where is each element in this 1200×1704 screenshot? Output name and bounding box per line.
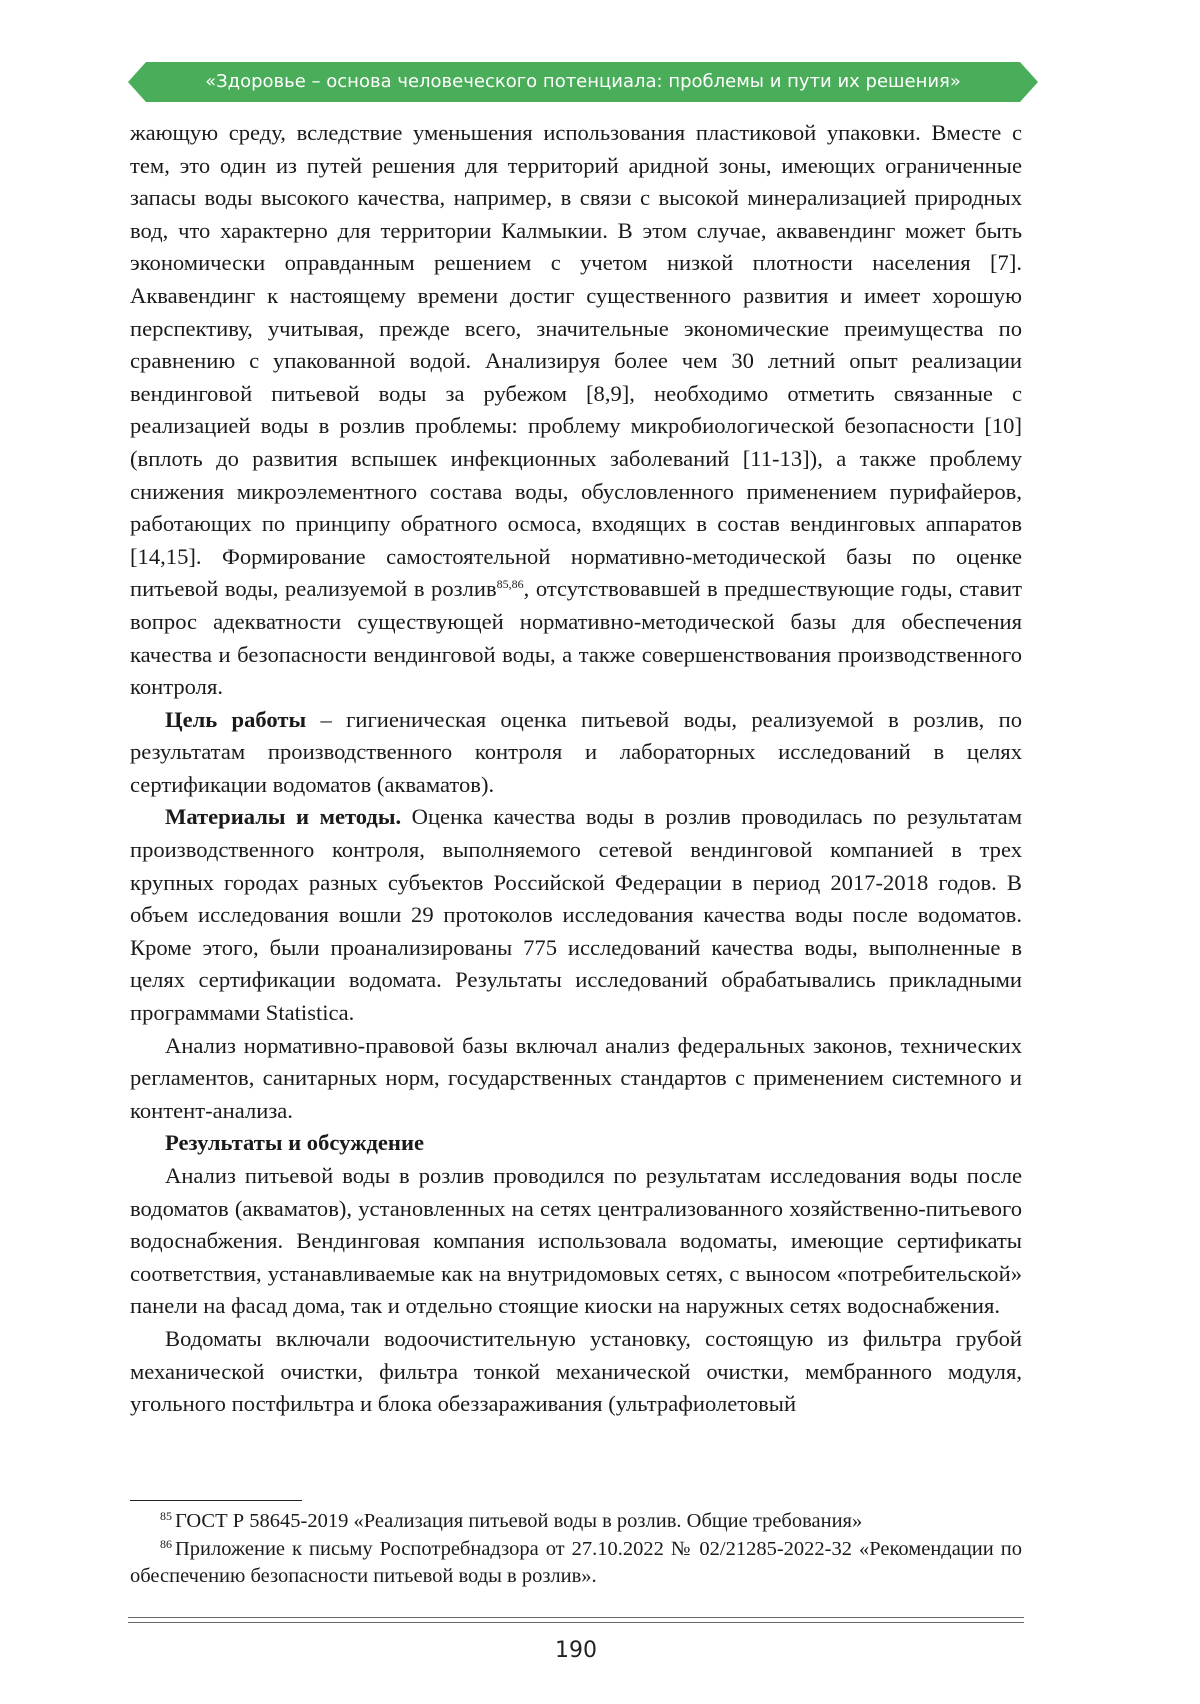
footnote-86-number: 86 [160, 1536, 172, 1551]
paragraph-aim [130, 704, 1022, 802]
paragraph-1-text: жающую среду, вследствие уменьшения использования пластиковой упаковки. Вместе с тем, это один из путей решения для территорий аридной зоны, имеющих ограниченные запасы воды высокого качества, например, в связи с высокой минерализацией природных вод, что характерно для территории Калмыкии. В этом случае, аквавендинг может быть экономически оправданным решением с учетом низкой плотности населения [7]. Аквавендинг к настоящему времени достиг существенного развития и имеет хорошую перспективу, учитывая, прежде всего, значительные экономические преимущества по сравнению с упакованной водой. Анализируя более чем 30 летний опыт реализации вендинговой питьевой воды за рубежом [8,9], необходимо отметить связанные с реализацией воды в розлив проблемы: проблему микробиологической безопасности [10] (вплоть до развития вспышек инфекционных заболеваний [11-13]), а также проблему снижения микроэлементного состава воды, обусловленного применением пурифайеров, работающих по принципу обратного осмоса, входящих в состав вендинговых аппаратов [14,15]. Формирование самостоятельной нормативно-методической базы по оценке питьевой воды, реализуемой в розлив [130, 120, 1022, 602]
footer-rule-bottom [128, 1622, 1024, 1623]
footnote-86 [130, 1536, 1022, 1591]
footnote-85-number: 85 [160, 1509, 172, 1523]
paragraph-results-1: Анализ питьевой воды в розлив проводился по результатам исследования воды после водоматов (акваматов), установленных на сетях централизованного хозяйственно-питьевого водоснабжения. Вендинговая компания использовала водоматы, имеющие сертификаты соответствия, устанавливаемые как на внутридомовых сетях, с выносом «потребительской» панели на фасад дома, так и отдельно стоящие киоски на наружных сетях водоснабжения. [130, 1163, 1022, 1319]
banner-title: «Здоровье – основа человеческого потенциала: проблемы и пути их решения» [205, 71, 961, 92]
aim-label: Цель работы [165, 706, 307, 732]
methods-label: Материалы и методы. [165, 804, 402, 830]
main-text [130, 117, 1022, 1421]
footnote-85 [130, 1508, 1022, 1536]
footnote-ref-85-86[interactable]: 85,86 [496, 577, 524, 592]
paragraph-1-end: , отсутствовавшей в предшествующие годы, ставит вопрос адекватности существующей нормативно-методической базы для обеспечения качества и безопасности вендинговой воды, а также совершенствования производственного контроля. [130, 576, 1022, 700]
paragraph-results-2: Водоматы включали водоочистительную установку, состоящую из фильтра грубой механической очистки, фильтра тонкой механической очистки, мембранного модуля, угольного постфильтра и блока обеззараживания (ультрафиолетовый [130, 1325, 1022, 1417]
footer-double-rule [128, 1617, 1024, 1623]
aim-text: – гигиеническая оценка питьевой воды, реализуемой в розлив, по результатам производственного контроля и лабораторных исследований в целях сертификации водоматов (акваматов). [130, 706, 1023, 797]
paragraph-methods [130, 801, 1022, 1029]
footnote-86-text: Приложение к письму Роспотребнадзора от 27.10.2022 № 02/21285-2022-32 «Рекомендации по обеспечению безопасности питьевой воды в розлив». [130, 1537, 1022, 1587]
footer-rule-top [128, 1617, 1024, 1618]
header-banner [128, 62, 1038, 102]
paragraph-1 [130, 117, 1022, 704]
section-heading-results: Результаты и обсуждение [165, 1130, 424, 1156]
footnotes [130, 1508, 1022, 1591]
paragraph-analysis: Анализ нормативно-правовой базы включал анализ федеральных законов, технических регламентов, санитарных норм, государственных стандартов с применением системного и контент-анализа. [130, 1032, 1022, 1123]
methods-text: Оценка качества воды в розлив проводилась по результатам производственного контроля, выполняемого сетевой вендинговой компанией в трех крупных городах разных субъектов Российской Федерации в период 2017-2018 годов. В объем исследования вошли 29 протоколов исследования качества воды после водоматов. Кроме этого, были проанализированы 775 исследований качества воды, выполненные в целях сертификации водомата. Результаты исследований обрабатывались прикладными программами Statistica. [130, 804, 1022, 1026]
footnote-85-text: ГОСТ Р 58645-2019 «Реализация питьевой воды в розлив. Общие требования» [175, 1510, 863, 1532]
page-number: 190 [555, 1638, 597, 1663]
footnote-separator [130, 1500, 302, 1501]
